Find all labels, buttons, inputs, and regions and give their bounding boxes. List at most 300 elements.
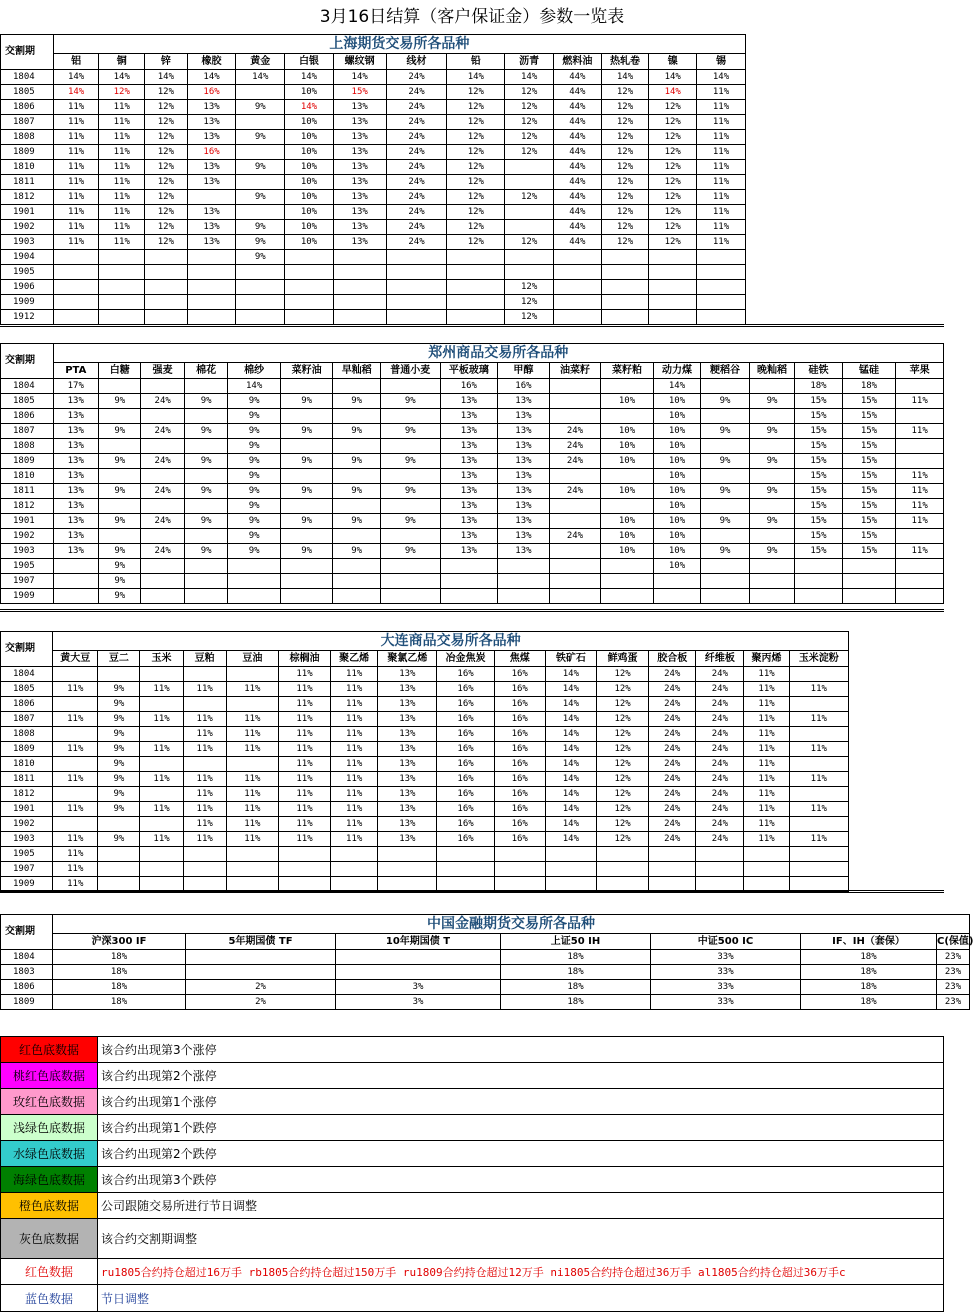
margin-cell xyxy=(505,175,554,190)
margin-cell: 10% xyxy=(285,145,334,160)
margin-cell: 15% xyxy=(795,394,842,409)
margin-cell: 11% xyxy=(697,115,746,130)
margin-cell: 14% xyxy=(545,817,596,832)
margin-cell xyxy=(333,529,380,544)
margin-cell: 11% xyxy=(697,130,746,145)
margin-cell: 11% xyxy=(331,817,378,832)
table-row xyxy=(1,454,944,469)
margin-cell xyxy=(226,757,278,772)
delivery-period: 1905 xyxy=(1,265,54,280)
margin-cell: 44% xyxy=(553,85,601,100)
margin-cell: 11% xyxy=(789,742,848,757)
margin-cell: 9% xyxy=(749,394,794,409)
margin-cell: 13% xyxy=(498,394,550,409)
margin-cell xyxy=(53,310,99,325)
product-header: 锡 xyxy=(697,54,746,70)
margin-cell xyxy=(380,559,440,574)
margin-cell xyxy=(236,205,285,220)
margin-cell: 9% xyxy=(184,454,227,469)
margin-cell xyxy=(749,379,794,394)
margin-cell xyxy=(140,757,183,772)
margin-cell: 10% xyxy=(285,130,334,145)
margin-cell: 16% xyxy=(494,727,545,742)
margin-cell xyxy=(99,529,141,544)
margin-cell: 9% xyxy=(236,235,285,250)
margin-cell: 11% xyxy=(183,682,226,697)
margin-cell xyxy=(187,265,236,280)
margin-cell: 9% xyxy=(228,544,281,559)
margin-cell xyxy=(701,379,750,394)
margin-cell xyxy=(440,559,498,574)
margin-cell xyxy=(226,862,278,877)
margin-cell: 11% xyxy=(744,682,789,697)
margin-cell: 9% xyxy=(749,514,794,529)
margin-cell: 16% xyxy=(494,787,545,802)
margin-cell xyxy=(278,862,330,877)
margin-cell: 14% xyxy=(545,742,596,757)
margin-cell: 12% xyxy=(601,145,649,160)
margin-cell: 14% xyxy=(697,70,746,85)
margin-cell: 13% xyxy=(378,727,437,742)
table-row xyxy=(1,950,970,965)
margin-cell xyxy=(553,280,601,295)
margin-cell: 12% xyxy=(596,802,648,817)
margin-cell: 11% xyxy=(331,667,378,682)
legend-swatch: 灰色底数据 xyxy=(1,1219,98,1259)
margin-cell: 13% xyxy=(440,424,498,439)
margin-cell xyxy=(789,847,848,862)
table-row xyxy=(1,130,746,145)
margin-cell xyxy=(701,439,750,454)
margin-cell: 10% xyxy=(601,424,654,439)
margin-cell xyxy=(280,499,333,514)
product-header: 镍 xyxy=(649,54,697,70)
margin-cell: 11% xyxy=(744,712,789,727)
margin-cell: 16% xyxy=(437,802,494,817)
margin-cell: 9% xyxy=(236,130,285,145)
table-row xyxy=(1,787,849,802)
margin-cell xyxy=(184,409,227,424)
margin-cell xyxy=(494,862,545,877)
product-header: 中证500 IC xyxy=(651,934,801,950)
legend-description: 该合约出现第2个跌停 xyxy=(98,1141,944,1167)
margin-cell: 15% xyxy=(795,544,842,559)
margin-cell xyxy=(53,697,98,712)
margin-cell: 12% xyxy=(601,175,649,190)
margin-cell xyxy=(145,265,188,280)
margin-cell xyxy=(789,787,848,802)
margin-cell xyxy=(601,295,649,310)
margin-cell: 10% xyxy=(601,529,654,544)
margin-cell: 11% xyxy=(99,145,145,160)
margin-cell: 16% xyxy=(437,757,494,772)
margin-cell xyxy=(141,529,184,544)
margin-cell xyxy=(280,379,333,394)
margin-cell xyxy=(226,667,278,682)
margin-cell xyxy=(896,409,944,424)
margin-cell xyxy=(184,379,227,394)
product-header: 5年期国债 TF xyxy=(186,934,336,950)
margin-cell: 9% xyxy=(99,544,141,559)
margin-cell: 9% xyxy=(236,250,285,265)
table-row xyxy=(1,965,970,980)
product-header: 菜籽粕 xyxy=(601,363,654,379)
product-header: 沥青 xyxy=(505,54,554,70)
margin-cell: 18% xyxy=(53,995,186,1010)
product-header: PTA xyxy=(53,363,98,379)
delivery-period: 1806 xyxy=(1,100,54,115)
margin-cell xyxy=(549,589,601,604)
margin-cell: 11% xyxy=(331,757,378,772)
margin-cell: 24% xyxy=(696,742,744,757)
margin-cell: 12% xyxy=(145,220,188,235)
margin-cell: 10% xyxy=(601,454,654,469)
margin-cell xyxy=(145,250,188,265)
margin-cell: 9% xyxy=(184,394,227,409)
margin-cell xyxy=(601,574,654,589)
margin-cell: 13% xyxy=(333,190,386,205)
margin-cell: 9% xyxy=(228,454,281,469)
margin-cell xyxy=(331,847,378,862)
margin-cell: 11% xyxy=(53,742,98,757)
margin-cell: 12% xyxy=(447,130,505,145)
product-header: 燃料油 xyxy=(553,54,601,70)
margin-cell: 11% xyxy=(99,190,145,205)
margin-cell: 14% xyxy=(653,379,700,394)
margin-cell: 11% xyxy=(183,802,226,817)
margin-cell xyxy=(99,295,145,310)
margin-cell: 10% xyxy=(653,559,700,574)
margin-cell xyxy=(53,757,98,772)
table-row xyxy=(1,589,944,604)
margin-cell: 11% xyxy=(331,787,378,802)
margin-cell: 13% xyxy=(333,115,386,130)
margin-cell: 23% xyxy=(937,995,970,1010)
margin-cell xyxy=(99,310,145,325)
margin-cell: 13% xyxy=(498,544,550,559)
margin-cell: 10% xyxy=(601,514,654,529)
table-row xyxy=(1,847,849,862)
margin-cell: 14% xyxy=(53,85,99,100)
margin-cell: 12% xyxy=(505,235,554,250)
delivery-period: 1809 xyxy=(1,454,54,469)
product-header: 晚籼稻 xyxy=(749,363,794,379)
product-header: 普通小麦 xyxy=(380,363,440,379)
margin-cell: 11% xyxy=(99,160,145,175)
margin-cell: 9% xyxy=(98,697,140,712)
table-row xyxy=(1,514,944,529)
margin-cell: 16% xyxy=(437,817,494,832)
delivery-period: 1807 xyxy=(1,424,54,439)
margin-cell xyxy=(98,817,140,832)
margin-cell: 9% xyxy=(228,484,281,499)
margin-cell: 12% xyxy=(447,220,505,235)
margin-cell: 11% xyxy=(226,787,278,802)
margin-cell: 9% xyxy=(99,394,141,409)
margin-cell: 12% xyxy=(447,160,505,175)
margin-cell: 12% xyxy=(505,100,554,115)
margin-cell: 16% xyxy=(437,742,494,757)
margin-cell xyxy=(99,265,145,280)
margin-cell xyxy=(333,589,380,604)
margin-cell xyxy=(140,817,183,832)
table-row xyxy=(1,235,746,250)
margin-cell xyxy=(553,250,601,265)
margin-cell: 24% xyxy=(649,802,696,817)
margin-cell: 18% xyxy=(795,379,842,394)
margin-cell: 12% xyxy=(145,85,188,100)
margin-cell: 10% xyxy=(653,394,700,409)
margin-cell xyxy=(186,950,336,965)
delivery-period: 1903 xyxy=(1,235,54,250)
legend-row xyxy=(1,1219,944,1259)
legend-description: 公司跟随交易所进行节日调整 xyxy=(98,1193,944,1219)
table-row xyxy=(1,394,944,409)
margin-cell xyxy=(145,295,188,310)
margin-cell: 24% xyxy=(696,712,744,727)
margin-cell xyxy=(333,280,386,295)
margin-cell xyxy=(696,847,744,862)
margin-cell: 12% xyxy=(596,697,648,712)
margin-cell: 13% xyxy=(440,514,498,529)
margin-cell: 9% xyxy=(99,424,141,439)
margin-cell xyxy=(447,295,505,310)
margin-cell: 9% xyxy=(380,514,440,529)
margin-cell: 12% xyxy=(145,145,188,160)
product-header: 铁矿石 xyxy=(545,651,596,667)
delivery-period: 1810 xyxy=(1,469,54,484)
margin-cell: 13% xyxy=(440,454,498,469)
margin-cell: 12% xyxy=(601,100,649,115)
margin-cell: 23% xyxy=(937,950,970,965)
margin-cell: 12% xyxy=(596,667,648,682)
margin-cell: 9% xyxy=(749,454,794,469)
delivery-period: 1907 xyxy=(1,862,53,877)
delivery-period: 1811 xyxy=(1,772,53,787)
margin-cell: 24% xyxy=(386,100,447,115)
margin-cell xyxy=(140,862,183,877)
delivery-period: 1804 xyxy=(1,70,54,85)
margin-cell: 15% xyxy=(333,85,386,100)
table-row xyxy=(1,980,970,995)
margin-cell: 11% xyxy=(697,235,746,250)
margin-cell: 9% xyxy=(280,514,333,529)
margin-cell: 11% xyxy=(789,802,848,817)
delivery-period: 1812 xyxy=(1,787,53,802)
margin-cell: 9% xyxy=(749,424,794,439)
margin-cell: 12% xyxy=(596,757,648,772)
margin-cell xyxy=(53,280,99,295)
margin-cell xyxy=(333,439,380,454)
product-header: 焦煤 xyxy=(494,651,545,667)
margin-cell: 11% xyxy=(53,235,99,250)
margin-cell: 18% xyxy=(842,379,896,394)
margin-cell xyxy=(141,409,184,424)
margin-cell xyxy=(505,205,554,220)
margin-cell xyxy=(505,250,554,265)
margin-cell: 9% xyxy=(280,484,333,499)
margin-cell: 17% xyxy=(53,379,98,394)
margin-cell xyxy=(701,499,750,514)
delivery-period: 1901 xyxy=(1,802,53,817)
margin-cell: 13% xyxy=(333,175,386,190)
margin-cell: 10% xyxy=(653,499,700,514)
margin-cell: 9% xyxy=(380,424,440,439)
margin-cell xyxy=(184,559,227,574)
margin-cell: 24% xyxy=(386,130,447,145)
delivery-period: 1909 xyxy=(1,589,54,604)
margin-cell xyxy=(53,574,98,589)
margin-cell xyxy=(380,589,440,604)
margin-cell: 9% xyxy=(749,544,794,559)
margin-cell: 24% xyxy=(386,85,447,100)
margin-cell: 13% xyxy=(498,514,550,529)
margin-cell xyxy=(99,409,141,424)
margin-cell: 9% xyxy=(98,772,140,787)
margin-cell xyxy=(53,265,99,280)
table-row xyxy=(1,484,944,499)
margin-cell: 11% xyxy=(697,160,746,175)
margin-cell: 13% xyxy=(440,544,498,559)
margin-cell: 11% xyxy=(183,772,226,787)
delivery-period: 1808 xyxy=(1,727,53,742)
margin-cell: 9% xyxy=(236,220,285,235)
margin-cell: 11% xyxy=(744,787,789,802)
margin-cell: 24% xyxy=(141,454,184,469)
delivery-period: 1809 xyxy=(1,995,53,1010)
margin-cell xyxy=(280,559,333,574)
margin-cell xyxy=(896,589,944,604)
margin-cell: 12% xyxy=(649,190,697,205)
product-header: 锰硅 xyxy=(842,363,896,379)
margin-cell xyxy=(553,265,601,280)
margin-cell xyxy=(333,469,380,484)
margin-cell xyxy=(749,589,794,604)
margin-cell xyxy=(280,574,333,589)
margin-cell: 24% xyxy=(696,787,744,802)
margin-cell: 11% xyxy=(99,130,145,145)
margin-cell: 9% xyxy=(701,484,750,499)
margin-cell: 13% xyxy=(498,484,550,499)
margin-cell: 14% xyxy=(545,757,596,772)
margin-cell: 11% xyxy=(53,877,98,892)
margin-cell: 9% xyxy=(98,802,140,817)
product-header: 玉米淀粉 xyxy=(789,651,848,667)
table-row xyxy=(1,85,746,100)
margin-cell: 10% xyxy=(285,190,334,205)
margin-cell xyxy=(601,409,654,424)
product-header: 上证50 IH xyxy=(501,934,651,950)
margin-cell: 11% xyxy=(697,100,746,115)
product-header: 胶合板 xyxy=(649,651,696,667)
legend-description: 该合约出现第2个涨停 xyxy=(98,1063,944,1089)
margin-cell: 13% xyxy=(333,100,386,115)
margin-cell: 23% xyxy=(937,965,970,980)
margin-cell: 13% xyxy=(498,454,550,469)
margin-cell: 12% xyxy=(505,280,554,295)
margin-cell: 12% xyxy=(596,742,648,757)
margin-cell: 11% xyxy=(140,682,183,697)
delivery-period: 1803 xyxy=(1,965,53,980)
table-row xyxy=(1,295,746,310)
margin-cell: 9% xyxy=(228,499,281,514)
margin-cell: 14% xyxy=(228,379,281,394)
margin-cell: 18% xyxy=(53,965,186,980)
margin-cell: 12% xyxy=(596,772,648,787)
margin-cell: 11% xyxy=(183,727,226,742)
margin-cell: 24% xyxy=(386,70,447,85)
margin-cell: 10% xyxy=(285,115,334,130)
margin-cell xyxy=(553,295,601,310)
margin-cell: 24% xyxy=(649,772,696,787)
product-header: 螺纹钢 xyxy=(333,54,386,70)
margin-cell: 24% xyxy=(649,697,696,712)
margin-cell: 9% xyxy=(228,439,281,454)
legend-swatch: 玫红色底数据 xyxy=(1,1089,98,1115)
margin-cell: 2% xyxy=(186,995,336,1010)
margin-cell: 11% xyxy=(331,832,378,847)
delivery-period: 1809 xyxy=(1,742,53,757)
margin-cell: 24% xyxy=(141,514,184,529)
margin-cell: 24% xyxy=(386,235,447,250)
legend-swatch: 橙色底数据 xyxy=(1,1193,98,1219)
cffex-margin-table xyxy=(0,914,973,1010)
margin-cell: 13% xyxy=(187,115,236,130)
margin-cell: 11% xyxy=(226,802,278,817)
margin-cell: 11% xyxy=(331,682,378,697)
margin-cell xyxy=(789,667,848,682)
delivery-period: 1901 xyxy=(1,514,54,529)
margin-cell xyxy=(184,574,227,589)
legend-row xyxy=(1,1037,944,1063)
margin-cell: 14% xyxy=(333,70,386,85)
margin-cell: 13% xyxy=(440,469,498,484)
margin-cell: 10% xyxy=(601,439,654,454)
margin-cell xyxy=(649,250,697,265)
margin-cell: 13% xyxy=(378,757,437,772)
page-title: 3月16日结算（客户保证金）参数一览表 xyxy=(319,7,625,27)
margin-cell: 11% xyxy=(278,682,330,697)
margin-cell: 11% xyxy=(53,205,99,220)
margin-cell: 12% xyxy=(447,145,505,160)
margin-cell: 14% xyxy=(236,70,285,85)
margin-cell xyxy=(53,667,98,682)
table-row xyxy=(1,544,944,559)
margin-cell: 11% xyxy=(53,847,98,862)
product-header: 橡胶 xyxy=(187,54,236,70)
margin-cell: 11% xyxy=(53,220,99,235)
margin-cell: 13% xyxy=(378,817,437,832)
margin-cell: 15% xyxy=(842,439,896,454)
margin-cell: 12% xyxy=(596,817,648,832)
margin-cell xyxy=(649,847,696,862)
margin-cell: 12% xyxy=(145,115,188,130)
margin-cell: 11% xyxy=(183,832,226,847)
margin-cell: 12% xyxy=(99,85,145,100)
margin-cell: 9% xyxy=(333,424,380,439)
margin-cell: 10% xyxy=(285,160,334,175)
product-header: 早籼稻 xyxy=(333,363,380,379)
margin-cell: 14% xyxy=(447,70,505,85)
margin-cell: 44% xyxy=(553,145,601,160)
margin-cell: 24% xyxy=(696,682,744,697)
margin-cell xyxy=(228,574,281,589)
margin-cell: 11% xyxy=(278,802,330,817)
margin-cell xyxy=(184,439,227,454)
margin-cell: 24% xyxy=(386,205,447,220)
margin-cell: 9% xyxy=(99,484,141,499)
margin-cell xyxy=(749,469,794,484)
